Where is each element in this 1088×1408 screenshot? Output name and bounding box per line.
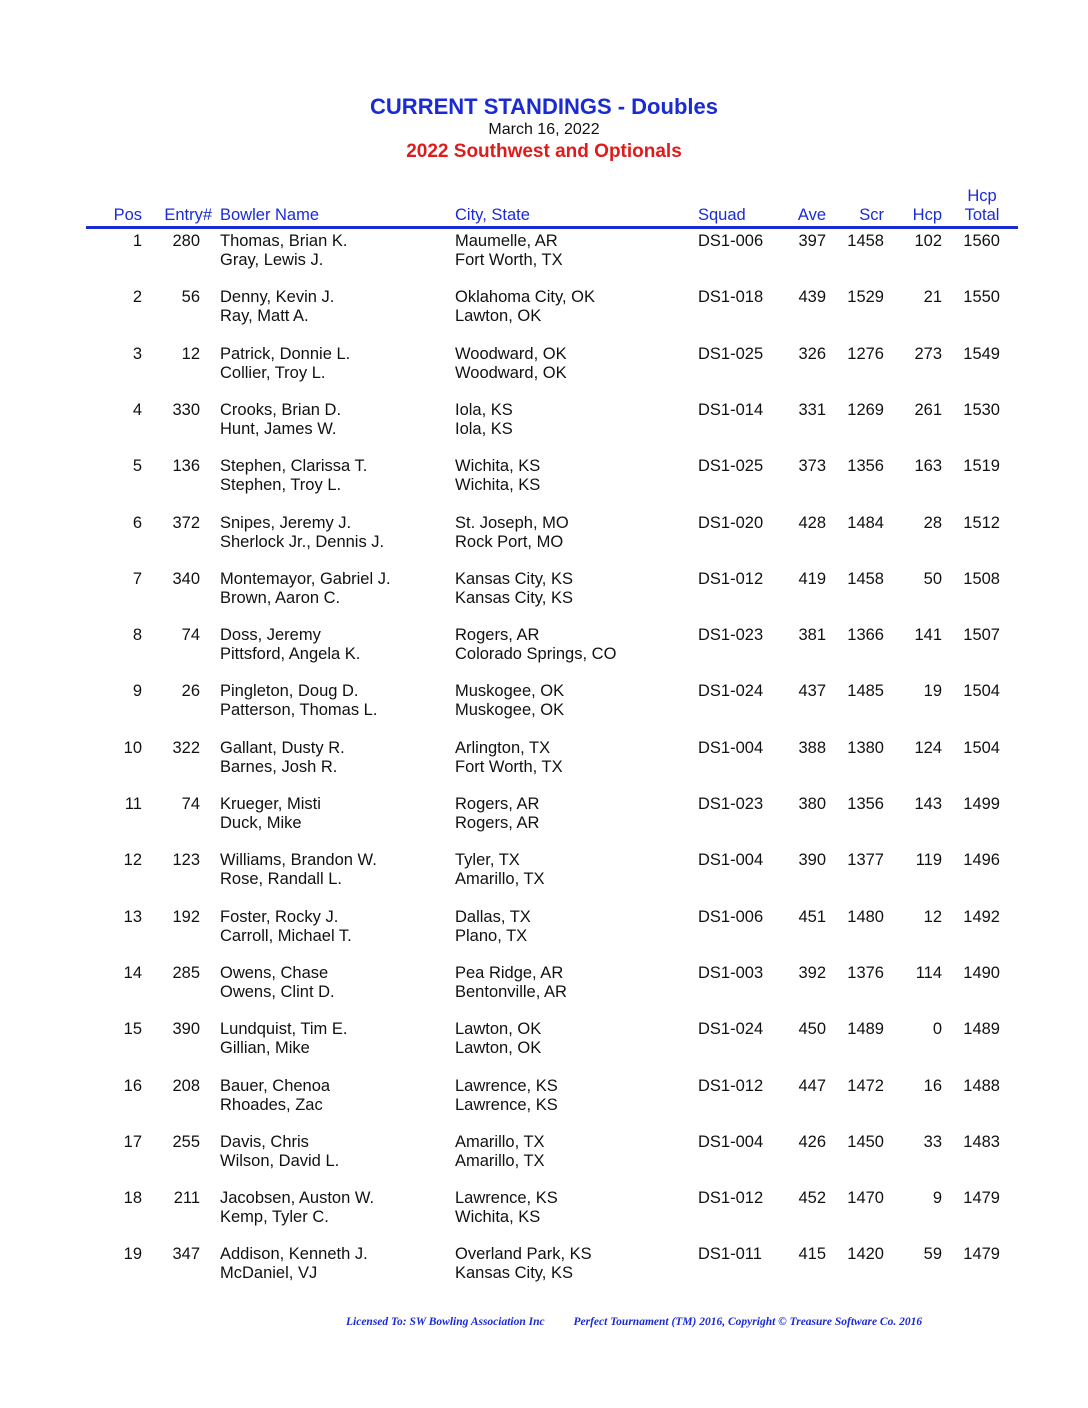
city-state: Lawrence, KS	[455, 1077, 558, 1095]
bowler-name: Pingleton, Doug D.	[220, 682, 359, 700]
bowler-name: Kemp, Tyler C.	[220, 1208, 329, 1226]
bowler-name: Davis, Chris	[220, 1133, 309, 1151]
city-state: Kansas City, KS	[455, 589, 573, 607]
cell-entry: 12	[181, 345, 200, 363]
cell-pos: 13	[123, 908, 142, 926]
city-state: Lawton, OK	[455, 1039, 542, 1057]
bowler-name: Doss, Jeremy	[220, 626, 321, 644]
cell-total: 1549	[963, 345, 1000, 363]
cell-entry: 208	[172, 1077, 200, 1095]
cell-pos: 1	[132, 232, 142, 250]
bowler-name: Thomas, Brian K.	[220, 232, 348, 250]
bowler-name: Rhoades, Zac	[220, 1096, 323, 1114]
bowler-name: Duck, Mike	[220, 814, 302, 832]
cell-squad: DS1-012	[698, 570, 764, 588]
cell-hcp: 16	[923, 1077, 942, 1095]
cell-pos: 12	[123, 851, 142, 869]
cell-pos: 4	[132, 401, 142, 419]
col-header-ave: Ave	[797, 206, 826, 224]
city-state: Dallas, TX	[455, 908, 531, 926]
cell-scr: 1480	[847, 908, 884, 926]
cell-entry: 255	[172, 1133, 200, 1151]
city-state: Maumelle, AR	[455, 232, 558, 250]
cell-scr: 1420	[847, 1245, 884, 1263]
city-state: Amarillo, TX	[455, 1133, 545, 1151]
cell-scr: 1376	[847, 964, 884, 982]
bowler-name: Addison, Kenneth J.	[220, 1245, 368, 1263]
city-state: Wichita, KS	[455, 1208, 541, 1226]
cell-pos: 9	[132, 682, 142, 700]
bowler-name: Lundquist, Tim E.	[220, 1020, 348, 1038]
cell-scr: 1470	[847, 1189, 884, 1207]
cell-squad: DS1-025	[698, 457, 764, 475]
cell-scr: 1458	[847, 232, 884, 250]
cell-squad: DS1-024	[698, 1020, 764, 1038]
cell-ave: 415	[798, 1245, 826, 1263]
cell-pos: 14	[123, 964, 142, 982]
cell-pos: 16	[123, 1077, 142, 1095]
cell-hcp: 0	[932, 1020, 942, 1038]
cell-hcp: 119	[915, 851, 942, 869]
cell-hcp: 163	[914, 457, 942, 475]
city-state: Kansas City, KS	[455, 570, 573, 588]
cell-pos: 6	[132, 514, 142, 532]
cell-total: 1504	[963, 682, 1000, 700]
bowler-name: Wilson, David L.	[220, 1152, 340, 1170]
city-state: Tyler, TX	[455, 851, 520, 869]
cell-hcp: 124	[914, 739, 942, 757]
cell-entry: 74	[181, 626, 200, 644]
bowler-name: Jacobsen, Auston W.	[220, 1189, 375, 1207]
city-state: Rogers, AR	[455, 795, 540, 813]
cell-ave: 331	[798, 401, 826, 419]
city-state: Rock Port, MO	[455, 533, 564, 551]
footer-license: Licensed To: SW Bowling Association Inc	[346, 1316, 545, 1328]
cell-total: 1496	[963, 851, 1000, 869]
bowler-name: Denny, Kevin J.	[220, 288, 335, 306]
city-state: Fort Worth, TX	[455, 758, 563, 776]
cell-entry: 136	[172, 457, 200, 475]
cell-squad: DS1-018	[698, 288, 764, 306]
cell-total: 1519	[963, 457, 1000, 475]
cell-squad: DS1-012	[698, 1077, 764, 1095]
cell-total: 1489	[963, 1020, 1000, 1038]
city-state: Overland Park, KS	[455, 1245, 592, 1263]
cell-hcp: 59	[923, 1245, 942, 1263]
col-header-squad: Squad	[698, 206, 746, 224]
col-header-entry: Entry#	[164, 206, 212, 224]
cell-hcp: 28	[923, 514, 942, 532]
cell-ave: 437	[798, 682, 826, 700]
cell-ave: 390	[798, 851, 826, 869]
cell-entry: 123	[172, 851, 200, 869]
cell-hcp: 114	[915, 964, 942, 982]
cell-hcp: 12	[923, 908, 942, 926]
col-header-hcp-total-top: Hcp	[967, 187, 997, 205]
city-state: Pea Ridge, AR	[455, 964, 564, 982]
cell-scr: 1380	[847, 739, 884, 757]
cell-pos: 17	[123, 1133, 142, 1151]
city-state: St. Joseph, MO	[455, 514, 569, 532]
cell-ave: 326	[798, 345, 826, 363]
cell-total: 1479	[963, 1189, 1000, 1207]
cell-hcp: 141	[914, 626, 942, 644]
cell-ave: 447	[798, 1077, 826, 1095]
cell-entry: 390	[172, 1020, 200, 1038]
cell-scr: 1472	[847, 1077, 884, 1095]
cell-ave: 388	[798, 739, 826, 757]
cell-ave: 450	[798, 1020, 826, 1038]
cell-scr: 1269	[847, 401, 884, 419]
cell-hcp: 102	[914, 232, 942, 250]
cell-entry: 372	[172, 514, 200, 532]
bowler-name: Snipes, Jeremy J.	[220, 514, 352, 532]
cell-hcp: 273	[914, 345, 942, 363]
cell-entry: 322	[172, 739, 200, 757]
bowler-name: McDaniel, VJ	[220, 1264, 318, 1282]
bowler-name: Pittsford, Angela K.	[220, 645, 361, 663]
event-name: 2022 Southwest and Optionals	[406, 141, 682, 162]
cell-pos: 11	[124, 795, 142, 813]
cell-entry: 74	[181, 795, 200, 813]
cell-pos: 7	[132, 570, 142, 588]
city-state: Iola, KS	[455, 401, 513, 419]
cell-total: 1483	[963, 1133, 1000, 1151]
cell-ave: 381	[798, 626, 826, 644]
bowler-name: Crooks, Brian D.	[220, 401, 342, 419]
cell-total: 1499	[963, 795, 1000, 813]
header-divider	[86, 226, 1018, 229]
bowler-name: Krueger, Misti	[220, 795, 321, 813]
bowler-name: Hunt, James W.	[220, 420, 337, 438]
city-state: Iola, KS	[455, 420, 513, 438]
bowler-name: Brown, Aaron C.	[220, 589, 341, 607]
city-state: Muskogee, OK	[455, 682, 565, 700]
cell-pos: 5	[132, 457, 142, 475]
cell-total: 1488	[963, 1077, 1000, 1095]
bowler-name: Foster, Rocky J.	[220, 908, 339, 926]
bowler-name: Sherlock Jr., Dennis J.	[220, 533, 385, 551]
cell-scr: 1366	[847, 626, 884, 644]
bowler-name: Patterson, Thomas L.	[220, 701, 378, 719]
cell-squad: DS1-006	[698, 232, 764, 250]
bowler-name: Owens, Chase	[220, 964, 329, 982]
cell-ave: 452	[798, 1189, 826, 1207]
cell-total: 1560	[963, 232, 1000, 250]
report-date: March 16, 2022	[488, 121, 600, 138]
cell-pos: 2	[132, 288, 142, 306]
cell-scr: 1377	[847, 851, 884, 869]
city-state: Lawton, OK	[455, 1020, 542, 1038]
cell-scr: 1356	[847, 457, 884, 475]
cell-ave: 439	[798, 288, 826, 306]
city-state: Woodward, OK	[455, 345, 567, 363]
cell-scr: 1458	[847, 570, 884, 588]
col-header-scr: Scr	[859, 206, 884, 224]
cell-ave: 426	[798, 1133, 826, 1151]
cell-pos: 15	[123, 1020, 142, 1038]
city-state: Amarillo, TX	[455, 1152, 545, 1170]
cell-scr: 1489	[847, 1020, 884, 1038]
city-state: Kansas City, KS	[455, 1264, 573, 1282]
cell-hcp: 21	[923, 288, 942, 306]
bowler-name: Patrick, Donnie L.	[220, 345, 351, 363]
cell-entry: 26	[181, 682, 200, 700]
city-state: Rogers, AR	[455, 626, 540, 644]
city-state: Amarillo, TX	[455, 870, 545, 888]
cell-hcp: 9	[932, 1189, 942, 1207]
cell-ave: 451	[798, 908, 826, 926]
cell-squad: DS1-006	[698, 908, 764, 926]
cell-hcp: 33	[923, 1133, 942, 1151]
city-state: Wichita, KS	[455, 457, 541, 475]
cell-hcp: 143	[914, 795, 942, 813]
cell-squad: DS1-014	[698, 401, 764, 419]
cell-ave: 419	[798, 570, 826, 588]
city-state: Colorado Springs, CO	[455, 645, 617, 663]
bowler-name: Williams, Brandon W.	[220, 851, 377, 869]
city-state: Muskogee, OK	[455, 701, 565, 719]
cell-squad: DS1-011	[698, 1245, 762, 1263]
cell-ave: 428	[798, 514, 826, 532]
city-state: Rogers, AR	[455, 814, 540, 832]
cell-entry: 211	[173, 1189, 200, 1207]
cell-total: 1512	[963, 514, 1000, 532]
cell-total: 1507	[963, 626, 1000, 644]
cell-total: 1550	[963, 288, 1000, 306]
cell-pos: 10	[123, 739, 142, 757]
cell-squad: DS1-012	[698, 1189, 764, 1207]
city-state: Arlington, TX	[455, 739, 551, 757]
bowler-name: Ray, Matt A.	[220, 307, 309, 325]
cell-squad: DS1-004	[698, 739, 764, 757]
city-state: Plano, TX	[455, 927, 528, 945]
bowler-name: Gillian, Mike	[220, 1039, 310, 1057]
cell-scr: 1485	[847, 682, 884, 700]
city-state: Oklahoma City, OK	[455, 288, 595, 306]
bowler-name: Rose, Randall L.	[220, 870, 342, 888]
cell-total: 1530	[963, 401, 1000, 419]
cell-entry: 340	[172, 570, 200, 588]
cell-hcp: 261	[914, 401, 942, 419]
cell-entry: 330	[172, 401, 200, 419]
cell-total: 1508	[963, 570, 1000, 588]
cell-total: 1479	[963, 1245, 1000, 1263]
col-header-hcp-total-bottom: Total	[964, 206, 1000, 224]
cell-ave: 392	[798, 964, 826, 982]
cell-squad: DS1-020	[698, 514, 764, 532]
col-header-hcp: Hcp	[912, 206, 942, 224]
cell-total: 1490	[963, 964, 1000, 982]
city-state: Lawton, OK	[455, 307, 542, 325]
cell-hcp: 19	[923, 682, 942, 700]
cell-pos: 3	[132, 345, 142, 363]
bowler-name: Barnes, Josh R.	[220, 758, 338, 776]
cell-squad: DS1-023	[698, 795, 764, 813]
col-header-bowler: Bowler Name	[220, 206, 320, 224]
cell-scr: 1484	[847, 514, 884, 532]
cell-scr: 1356	[847, 795, 884, 813]
cell-ave: 397	[798, 232, 826, 250]
cell-entry: 56	[181, 288, 200, 306]
cell-squad: DS1-025	[698, 345, 764, 363]
cell-entry: 192	[172, 908, 200, 926]
bowler-name: Owens, Clint D.	[220, 983, 335, 1001]
city-state: Wichita, KS	[455, 476, 541, 494]
bowler-name: Montemayor, Gabriel J.	[220, 570, 391, 588]
cell-scr: 1450	[847, 1133, 884, 1151]
cell-hcp: 50	[923, 570, 942, 588]
city-state: Fort Worth, TX	[455, 251, 563, 269]
cell-ave: 380	[798, 795, 826, 813]
cell-total: 1492	[963, 908, 1000, 926]
city-state: Lawrence, KS	[455, 1096, 558, 1114]
bowler-name: Gallant, Dusty R.	[220, 739, 345, 757]
cell-total: 1504	[963, 739, 1000, 757]
col-header-pos: Pos	[113, 206, 142, 224]
bowler-name: Bauer, Chenoa	[220, 1077, 331, 1095]
bowler-name: Stephen, Clarissa T.	[220, 457, 368, 475]
city-state: Lawrence, KS	[455, 1189, 558, 1207]
cell-scr: 1529	[847, 288, 884, 306]
cell-squad: DS1-003	[698, 964, 764, 982]
footer-copyright: Perfect Tournament (TM) 2016, Copyright © Treasure Software Co. 2016	[573, 1316, 923, 1328]
page-title: CURRENT STANDINGS - Doubles	[370, 94, 718, 119]
col-header-city: City, State	[455, 206, 530, 224]
cell-entry: 347	[172, 1245, 200, 1263]
bowler-name: Collier, Troy L.	[220, 364, 326, 382]
city-state: Woodward, OK	[455, 364, 567, 382]
cell-ave: 373	[798, 457, 826, 475]
bowler-name: Stephen, Troy L.	[220, 476, 342, 494]
cell-pos: 19	[123, 1245, 142, 1263]
cell-pos: 18	[123, 1189, 142, 1207]
bowler-name: Carroll, Michael T.	[220, 927, 352, 945]
footer	[346, 1316, 922, 1328]
cell-entry: 280	[172, 232, 200, 250]
cell-pos: 8	[132, 626, 142, 644]
bowler-name: Gray, Lewis J.	[220, 251, 324, 269]
cell-squad: DS1-024	[698, 682, 764, 700]
cell-squad: DS1-004	[698, 1133, 764, 1151]
cell-squad: DS1-004	[698, 851, 764, 869]
cell-scr: 1276	[847, 345, 884, 363]
city-state: Bentonville, AR	[455, 983, 567, 1001]
cell-entry: 285	[172, 964, 200, 982]
cell-squad: DS1-023	[698, 626, 764, 644]
